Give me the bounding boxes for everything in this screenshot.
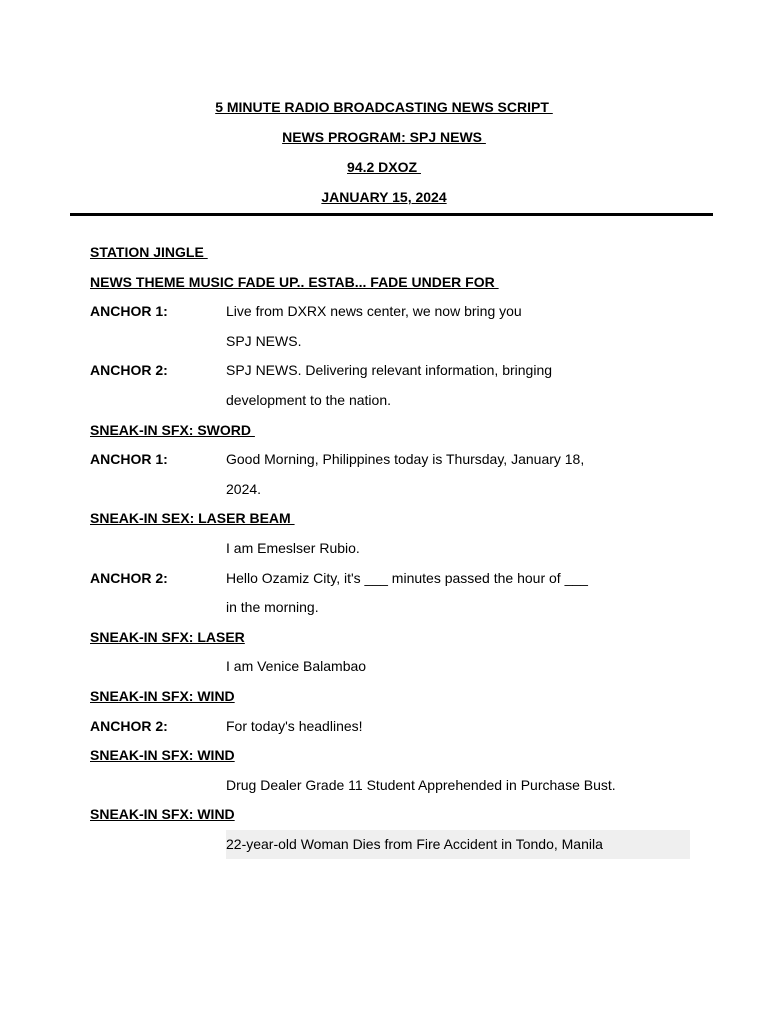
dialogue-row — [90, 564, 690, 594]
dialogue-text: SPJ NEWS. Delivering relevant information, bringing — [226, 362, 553, 379]
dialogue-row — [90, 475, 690, 505]
dialogue-row — [90, 712, 690, 742]
dialogue-text: in the morning. — [226, 599, 319, 616]
dialogue-row — [90, 297, 690, 327]
cue-row — [90, 623, 690, 653]
cue-row — [90, 268, 690, 298]
cue-wind: SNEAK-IN SFX: WIND — [90, 747, 235, 764]
dialogue-row — [90, 356, 690, 386]
speaker-spacer — [90, 771, 226, 801]
script-header — [0, 92, 768, 212]
cue-row — [90, 504, 690, 534]
dialogue-row — [90, 830, 690, 860]
station-frequency: 94.2 DXOZ — [347, 159, 421, 175]
dialogue-text: Live from DXRX news center, we now bring you — [226, 303, 522, 320]
dialogue-row — [90, 445, 690, 475]
dialogue-row — [90, 771, 690, 801]
dialogue-text: development to the nation. — [226, 391, 392, 408]
dialogue-text: 2024. — [226, 480, 262, 497]
cue-laser: SNEAK-IN SFX: LASER — [90, 628, 245, 645]
cue-row — [90, 238, 690, 268]
cue-wind: SNEAK-IN SFX: WIND — [90, 687, 235, 704]
cue-sword: SNEAK-IN SFX: SWORD — [90, 421, 255, 438]
speaker-spacer — [90, 534, 226, 564]
speaker-spacer — [90, 652, 226, 682]
dialogue-text: Good Morning, Philippines today is Thursday, January 18, — [226, 451, 585, 468]
cue-row — [90, 741, 690, 771]
speaker-label: ANCHOR 1: — [90, 451, 168, 468]
cue-wind: SNEAK-IN SFX: WIND — [90, 806, 235, 823]
script-body — [90, 238, 690, 859]
header-divider — [70, 213, 713, 216]
dialogue-text: SPJ NEWS. — [226, 332, 302, 349]
speaker-label: ANCHOR 2: — [90, 717, 168, 734]
cue-station-jingle: STATION JINGLE — [90, 244, 208, 260]
news-program-name: NEWS PROGRAM: SPJ NEWS — [282, 129, 486, 145]
script-title: 5 MINUTE RADIO BROADCASTING NEWS SCRIPT — [215, 99, 553, 115]
dialogue-row — [90, 593, 690, 623]
dialogue-row — [90, 386, 690, 416]
script-date: JANUARY 15, 2024 — [321, 189, 447, 205]
dialogue-text: I am Venice Balambao — [226, 658, 367, 675]
dialogue-row — [90, 327, 690, 357]
cue-row — [90, 682, 690, 712]
headline-text-highlighted: 22-year-old Woman Dies from Fire Accident in Tondo, Manila — [226, 830, 690, 860]
speaker-label: ANCHOR 2: — [90, 362, 168, 379]
dialogue-row — [90, 652, 690, 682]
headline-text: Drug Dealer Grade 11 Student Apprehended in Purchase Bust. — [226, 776, 616, 793]
cue-theme-music: NEWS THEME MUSIC FADE UP.. ESTAB... FADE UNDER FOR — [90, 273, 499, 290]
speaker-spacer — [90, 830, 226, 860]
speaker-spacer — [90, 475, 226, 505]
cue-row — [90, 416, 690, 446]
speaker-spacer — [90, 593, 226, 623]
cue-row — [90, 800, 690, 830]
speaker-spacer — [90, 327, 226, 357]
speaker-label: ANCHOR 1: — [90, 303, 168, 320]
dialogue-text: I am Emeslser Rubio. — [226, 539, 360, 556]
dialogue-text: For today's headlines! — [226, 717, 363, 734]
cue-laser-beam: SNEAK-IN SEX: LASER BEAM — [90, 510, 295, 527]
speaker-label: ANCHOR 2: — [90, 569, 168, 586]
dialogue-row — [90, 534, 690, 564]
dialogue-text: Hello Ozamiz City, it's ___ minutes passed the hour of ___ — [226, 569, 588, 586]
speaker-spacer — [90, 386, 226, 416]
